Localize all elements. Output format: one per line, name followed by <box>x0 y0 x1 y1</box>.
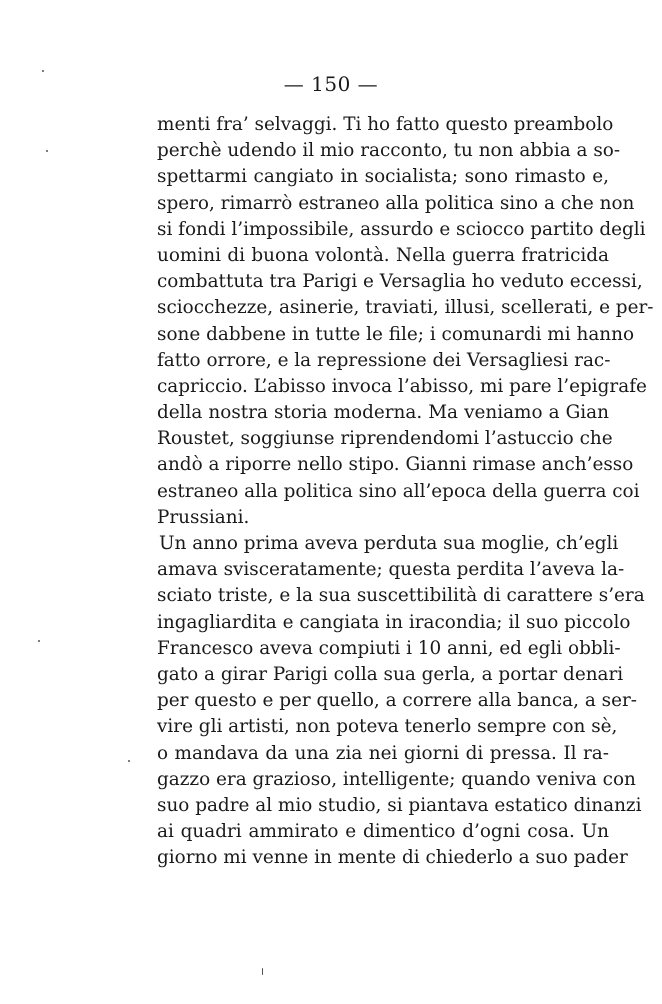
paragraph-2 <box>157 531 645 871</box>
page-number: — 150 — <box>283 72 379 96</box>
text-line: sone dabbene in tutte le file; i comunardi mi hanno <box>157 323 635 345</box>
scan-speck <box>46 150 48 152</box>
text-line: menti fra’ selvaggi. Ti ho fatto questo preambolo <box>157 114 614 135</box>
scan-speck <box>38 640 40 642</box>
text-line: si fondi l’impossibile, assurdo e sciocco partito degli <box>157 218 646 240</box>
text-line: andò a riporre nello stipo. Gianni rimase anch’esso <box>157 454 634 476</box>
text-line: amava svisceratamente; questa perdita l’aveva la- <box>157 559 625 581</box>
text-line: perchè udendo il mio racconto, tu non abbia a so- <box>157 140 621 162</box>
paragraph-1 <box>157 112 654 531</box>
text-line: o mandava da una zia nei giorni di pressa. Il ra- <box>157 742 609 764</box>
text-line: uomini di buona volontà. Nella guerra fratricida <box>157 244 609 266</box>
text-line: ingagliardita e cangiata in iracondia; il suo piccolo <box>157 611 631 633</box>
text-line: combattuta tra Parigi e Versaglia ho veduto eccessi, <box>157 271 643 293</box>
text-line: Prussiani. <box>157 506 250 528</box>
text-line: spero, rimarrò estraneo alla politica sino a che non <box>157 192 635 214</box>
text-line: estraneo alla politica sino all’epoca della guerra coi <box>157 480 640 502</box>
text-line: vire gli artisti, non poteva tenerlo sempre con sè, <box>157 716 618 738</box>
text-line: ai quadri ammirato e dimentico d’ogni cosa. Un <box>157 821 609 843</box>
text-line: Roustet, soggiunse riprendendomi l’astuccio che <box>157 428 613 450</box>
text-line: della nostra storia moderna. Ma veniamo a Gian <box>157 402 609 424</box>
text-line: capriccio. L’abisso invoca l’abisso, mi pare l’epigrafe <box>157 375 647 397</box>
text-line: Un anno prima aveva perduta sua moglie, ch’egli <box>159 533 619 554</box>
text-line: giorno mi venne in mente di chiederlo a suo pader <box>157 847 628 869</box>
text-line: spettarmi cangiato in socialista; sono rimasto e, <box>157 166 609 188</box>
scan-speck <box>42 70 44 72</box>
body-text <box>157 112 654 871</box>
text-line: sciocchezze, asinerie, traviati, illusi, scellerati, e per- <box>157 297 654 319</box>
text-line: fatto orrore, e la repressione dei Versagliesi rac- <box>157 349 611 371</box>
text-line: gazzo era grazioso, intelligente; quando veniva con <box>157 768 636 790</box>
scan-speck <box>262 968 263 975</box>
text-line: sciato triste, e la sua suscettibilità di carattere s’era <box>157 585 645 607</box>
text-line: suo padre al mio studio, si piantava estatico dinanzi <box>157 794 642 816</box>
text-line: Francesco aveva compiuti i 10 anni, ed egli obbli- <box>157 637 621 659</box>
scan-speck <box>128 760 130 762</box>
text-line: per questo e per quello, a correre alla banca, a ser- <box>157 690 637 712</box>
text-line: gato a girar Parigi colla sua gerla, a portar denari <box>157 663 624 685</box>
